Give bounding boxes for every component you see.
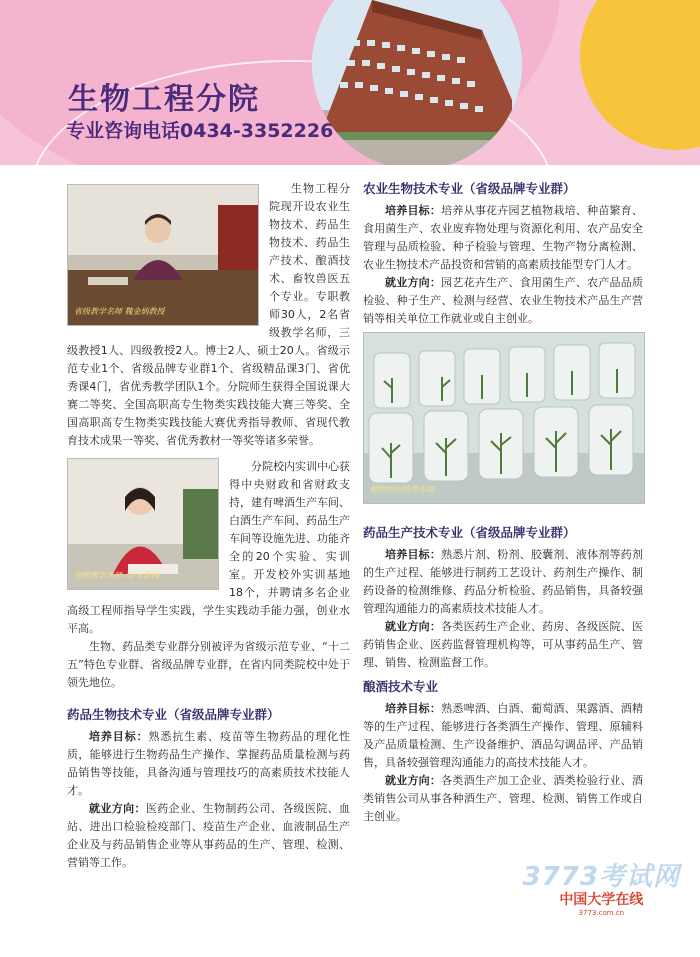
employment-direction-agri [363, 274, 643, 328]
goal-text-agri: 培养从事花卉园艺植物栽培、种苗繁育、食用菌生产、农业废弃物处理与资源化利用、农产品安全管理与品质检验、种子检验与管理、生物产物分离检测、农业生物技术产品投资和营销的高素质技能型专门人才。 [363, 204, 644, 271]
goal-label-agri: 培养目标： [385, 204, 442, 217]
job-label: 就业方向： [89, 802, 146, 815]
tissue-culture-photo [363, 332, 645, 504]
decor-yellow-circle [580, 0, 700, 150]
teacher-photo-2 [67, 458, 219, 590]
watermark-subtitle: 中国大学在线 [559, 892, 644, 908]
watermark-brand: 3773考试网 [522, 862, 680, 892]
goal-text: 熟悉抗生素、疫苗等生物药品的理化性质，能够进行生物药品生产操作、掌握药品质量检测与药品销售等技能，具备沟通与管理技巧的高素质技术技能人才。 [67, 730, 351, 797]
job-label-brewing: 就业方向： [385, 774, 442, 787]
employment-direction [67, 800, 350, 872]
photo-caption: 省级教学名师 魏金炳教授 [74, 307, 165, 316]
teacher-photo-1 [67, 184, 259, 326]
goal-label-pharma: 培养目标： [385, 548, 442, 561]
employment-direction-pharma [363, 618, 643, 672]
intro-paragraph-2: 分院校内实训中心获得中央财政和省财政支持，建有啤酒生产车间、白酒生产车间、药品生产车间等设施先进、功能齐全的20个实验、实训室。开发校外实训基地18个，并聘请多名企业高级工程师指导学生实践，学生实践动手能力强，创业水平高。 [67, 460, 350, 635]
site-watermark [523, 856, 680, 917]
training-goal [67, 728, 350, 800]
photo-caption-2: 省级教学名师 马 雪教授 [74, 571, 160, 580]
section-title-pharma-prod: 药品生产技术专业（省级品牌专业群） [363, 525, 576, 540]
goal-text-pharma: 熟悉片剂、粉剂、胶囊剂、液体剂等药剂的生产过程、能够进行制药工艺设计、药剂生产操作、制药设备的检测维修、药品分析检验、药品销售，具备较强管理沟通能力的高素质技术技能人才。 [363, 548, 644, 615]
goal-label: 培养目标： [89, 730, 149, 743]
photo-caption-3: 植物组织培养车间 [370, 485, 434, 494]
header-banner [0, 0, 700, 165]
employment-direction-brewing [363, 772, 643, 826]
left-column [67, 180, 350, 872]
intro-paragraph-3: 生物、药品类专业群分别被评为省级示范专业、“十二五”特色专业群、省级品牌专业群，在省内同类院校中处于领先地位。 [67, 640, 350, 689]
goal-text-brewing: 熟悉啤酒、白酒、葡萄酒、果露酒、酒精等的生产过程、能够进行各类酒生产操作、管理、原辅料及产品质量检测、生产设备维护、酒品勾调品评、产品销售，具备较强管理沟通能力的高技术技能人才。 [363, 702, 644, 769]
training-goal-brewing [363, 700, 643, 772]
section-title-pharma-bio: 药品生物技术专业（省级品牌专业群） [67, 707, 280, 722]
job-text-brewing: 各类酒生产加工企业、酒类检验行业、酒类销售公司从事各种酒生产、管理、检测、销售工作或自主创业。 [363, 774, 644, 823]
job-label-pharma: 就业方向： [385, 620, 442, 633]
consult-phone: 专业咨询电话0434-3352226 [66, 120, 334, 142]
section-title-agri-bio: 农业生物技术专业（省级品牌专业群） [363, 181, 576, 196]
section-title-brewing: 酿酒技术专业 [363, 679, 439, 694]
job-label-agri: 就业方向： [385, 276, 442, 289]
job-text-pharma: 各类医药生产企业、药房、各级医院、医药销售企业、医药监督管理机构等，可从事药品生产、管理、销售、检测监督工作。 [363, 620, 644, 669]
training-goal-agri [363, 202, 643, 274]
job-text: 医药企业、生物制药公司、各级医院、血站、进出口检验检疫部门、疫苗生产企业、血液制品生产企业及与药品销售企业等从事药品的生产、管理、检测、营销等工作。 [67, 802, 351, 869]
goal-label-brewing: 培养目标： [385, 702, 442, 715]
right-column [363, 180, 643, 826]
training-goal-pharma [363, 546, 643, 618]
department-title: 生物工程分院 [68, 82, 260, 117]
job-text-agri: 园艺花卉生产、食用菌生产、农产品品质检验、种子生产、检测与经营、农业生物技术产品生产营销等相关单位工作就业或自主创业。 [363, 276, 644, 325]
intro-paragraph-1: 生物工程分院现开设农业生物技术、药品生物技术、药品生产技术、酿酒技术、畜牧兽医五个专业。专职教师30人，2名省级教学名师，三级教授1人、四级教授2人。博士2人、硕士20人。省级示范专业1个、省级品牌专业群1个、省级精品课3门、省优秀课4门，省优秀教学团队1个。分院师生获得全国说课大赛二等奖、全国高职高专生物类实践技能大赛三等奖、全国高职高专生物类实践技能大赛优秀指导教师、省现代教育技术成果一等奖、省优秀教材一等奖等诸多荣誉。 [67, 182, 350, 447]
watermark-url: 3773.com.cn [578, 909, 625, 917]
